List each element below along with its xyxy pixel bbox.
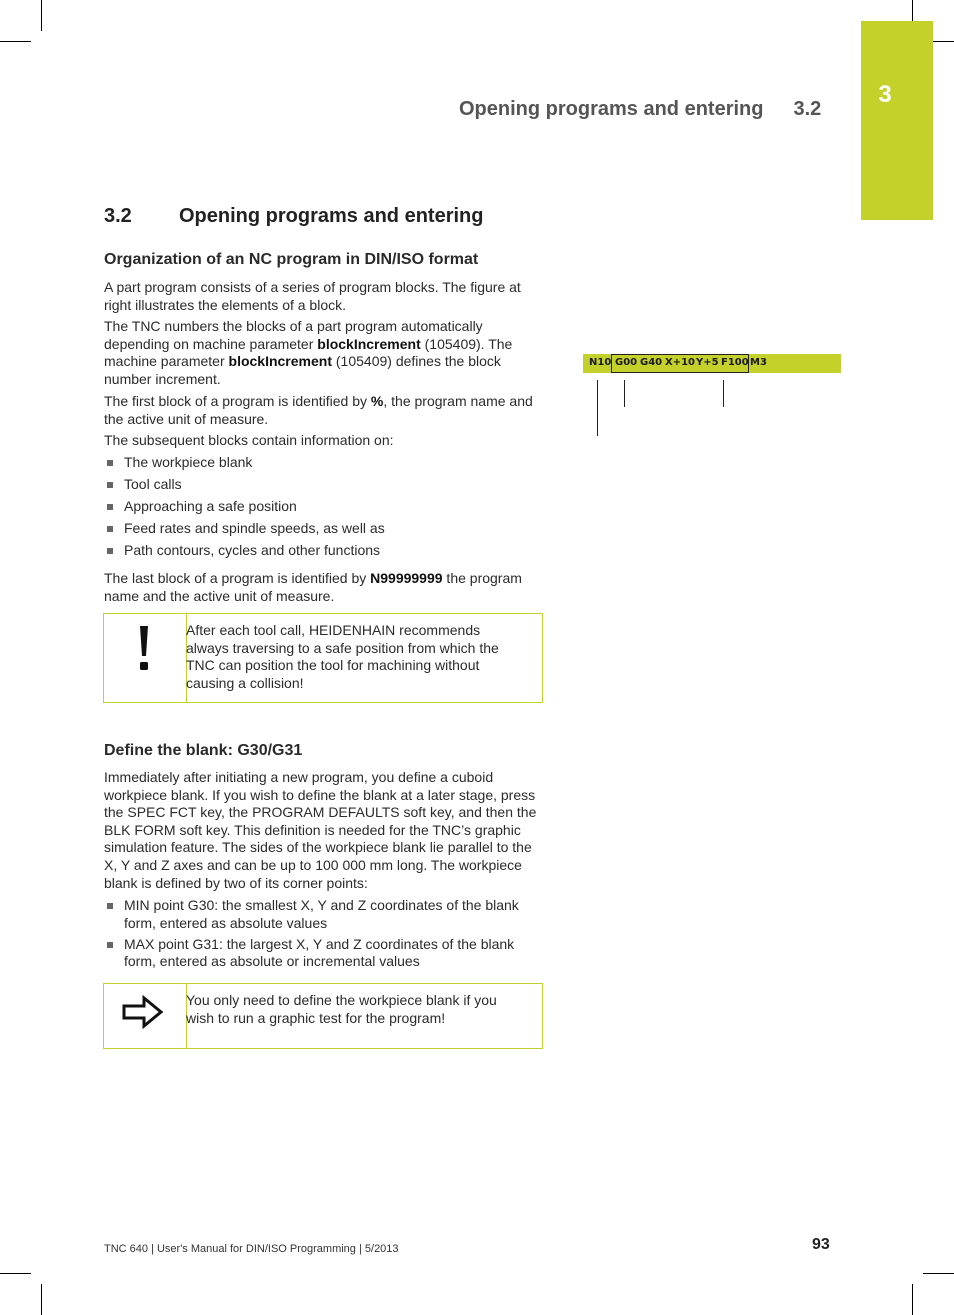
organization-paragraph-5 [104, 570, 544, 605]
bullet-icon [107, 548, 113, 554]
list-item [104, 936, 544, 971]
organization-paragraph-3 [104, 393, 544, 428]
list-item-text: The workpiece blank [124, 454, 253, 470]
text-run: The first block of a program is identified by [104, 393, 371, 409]
param-name: blockIncrement [317, 335, 421, 352]
nc-token-word: M3 [750, 357, 767, 368]
list-item [104, 476, 544, 494]
nc-token-block-number: N10 [589, 357, 612, 368]
text-run: (105409). The machine parameter [104, 335, 513, 370]
list-item [104, 498, 544, 516]
nc-block-figure [583, 354, 841, 438]
bullet-icon [107, 460, 113, 466]
list-item [104, 897, 544, 932]
list-item [104, 542, 544, 560]
running-header [459, 98, 821, 121]
nc-words-box [611, 354, 749, 373]
list-item [104, 454, 544, 472]
crop-mark [41, 0, 42, 31]
block-number: N99999999 [370, 570, 443, 586]
list-item-text: Tool calls [124, 475, 182, 492]
arrow-right-icon [121, 995, 165, 1029]
running-title: Opening programs and entering [459, 98, 764, 120]
exclamation-icon [136, 626, 152, 674]
bullet-icon [107, 903, 113, 909]
nc-leader-line [723, 380, 724, 407]
list-item-text: Approaching a safe position [124, 497, 297, 514]
nc-token-word: G00 [615, 357, 638, 368]
footer-text: TNC 640 | User's Manual for DIN/ISO Programming | 5/2013 [104, 1243, 399, 1255]
organization-paragraph-4: The subsequent blocks contain information on: [104, 432, 394, 448]
text-run: , the program name and the active unit of measure. [104, 393, 533, 427]
section-title: Opening programs and entering [179, 205, 484, 227]
chapter-tab [861, 21, 933, 220]
bullet-icon [107, 526, 113, 532]
section-number: 3.2 [104, 205, 132, 227]
bullet-icon [107, 504, 113, 510]
organization-bullet-list [104, 454, 544, 559]
text-run: (105409) defines the block number increment. [104, 353, 501, 387]
text-run: The last block of a program is identified by [104, 570, 371, 586]
list-item-text: MAX point G31: the largest X, Y and Z coordinates of the blank form, entered as absolute or incremental values [124, 935, 515, 970]
nc-token-word: F100 [721, 357, 749, 368]
blank-heading: Define the blank: G30/G31 [104, 742, 303, 759]
chapter-number: 3 [878, 81, 892, 108]
warning-note-text: After each tool call, HEIDENHAIN recommends always traversing to a safe position from which the TNC can position the tool for machining without causing a collision! [186, 622, 499, 691]
param-name: blockIncrement [228, 353, 332, 370]
running-section: 3.2 [793, 98, 822, 120]
blank-paragraph: Immediately after initiating a new program, you define a cuboid workpiece blank. If you wish to define the blank at a later stage, press the SPEC FCT key, the PROGRAM DEFAULTS soft key, and then the BLK FORM soft key. This definition is needed for the TNC’s graphic simulation feature. The sides of the workpiece blank lie parallel to the X, Y and Z axes and can be up to 100 000 mm long. The workpiece blank is defined by two of its corner points: [104, 769, 537, 891]
organization-paragraph-2 [104, 318, 544, 388]
bullet-icon [107, 942, 113, 948]
tip-note [103, 983, 543, 1049]
text-run: the program name and the active unit of measure. [104, 570, 522, 604]
crop-mark [0, 1273, 31, 1274]
tip-note-text: You only need to define the workpiece blank if you wish to run a graphic test for the program! [186, 992, 497, 1026]
crop-mark [923, 1273, 954, 1274]
organization-heading: Organization of an NC program in DIN/ISO format [104, 251, 479, 268]
nc-token-word: Y+5 [696, 357, 719, 368]
nc-leader-line [597, 380, 598, 436]
page-number: 93 [812, 1236, 830, 1253]
crop-mark [41, 1284, 42, 1315]
bullet-icon [107, 482, 113, 488]
nc-token-word: X+10 [665, 357, 696, 368]
list-item-text: Feed rates and spindle speeds, as well as [124, 519, 385, 536]
blank-bullet-list [104, 897, 544, 971]
crop-mark [912, 1284, 913, 1315]
warning-note [103, 613, 543, 703]
crop-mark [0, 41, 31, 42]
percent-symbol: % [370, 393, 384, 409]
list-item [104, 520, 544, 538]
text-run: The TNC numbers the blocks of a part program automatically depending on machine parameter [104, 318, 483, 352]
section-heading [104, 205, 483, 228]
list-item-text: Path contours, cycles and other functions [124, 541, 381, 558]
list-item-text: MIN point G30: the smallest X, Y and Z coordinates of the blank form, entered as absolute values [124, 897, 519, 931]
organization-paragraph-1: A part program consists of a series of program blocks. The figure at right illustrates the elements of a block. [104, 279, 521, 313]
nc-token-word: G40 [640, 357, 663, 368]
nc-leader-line [624, 380, 625, 407]
